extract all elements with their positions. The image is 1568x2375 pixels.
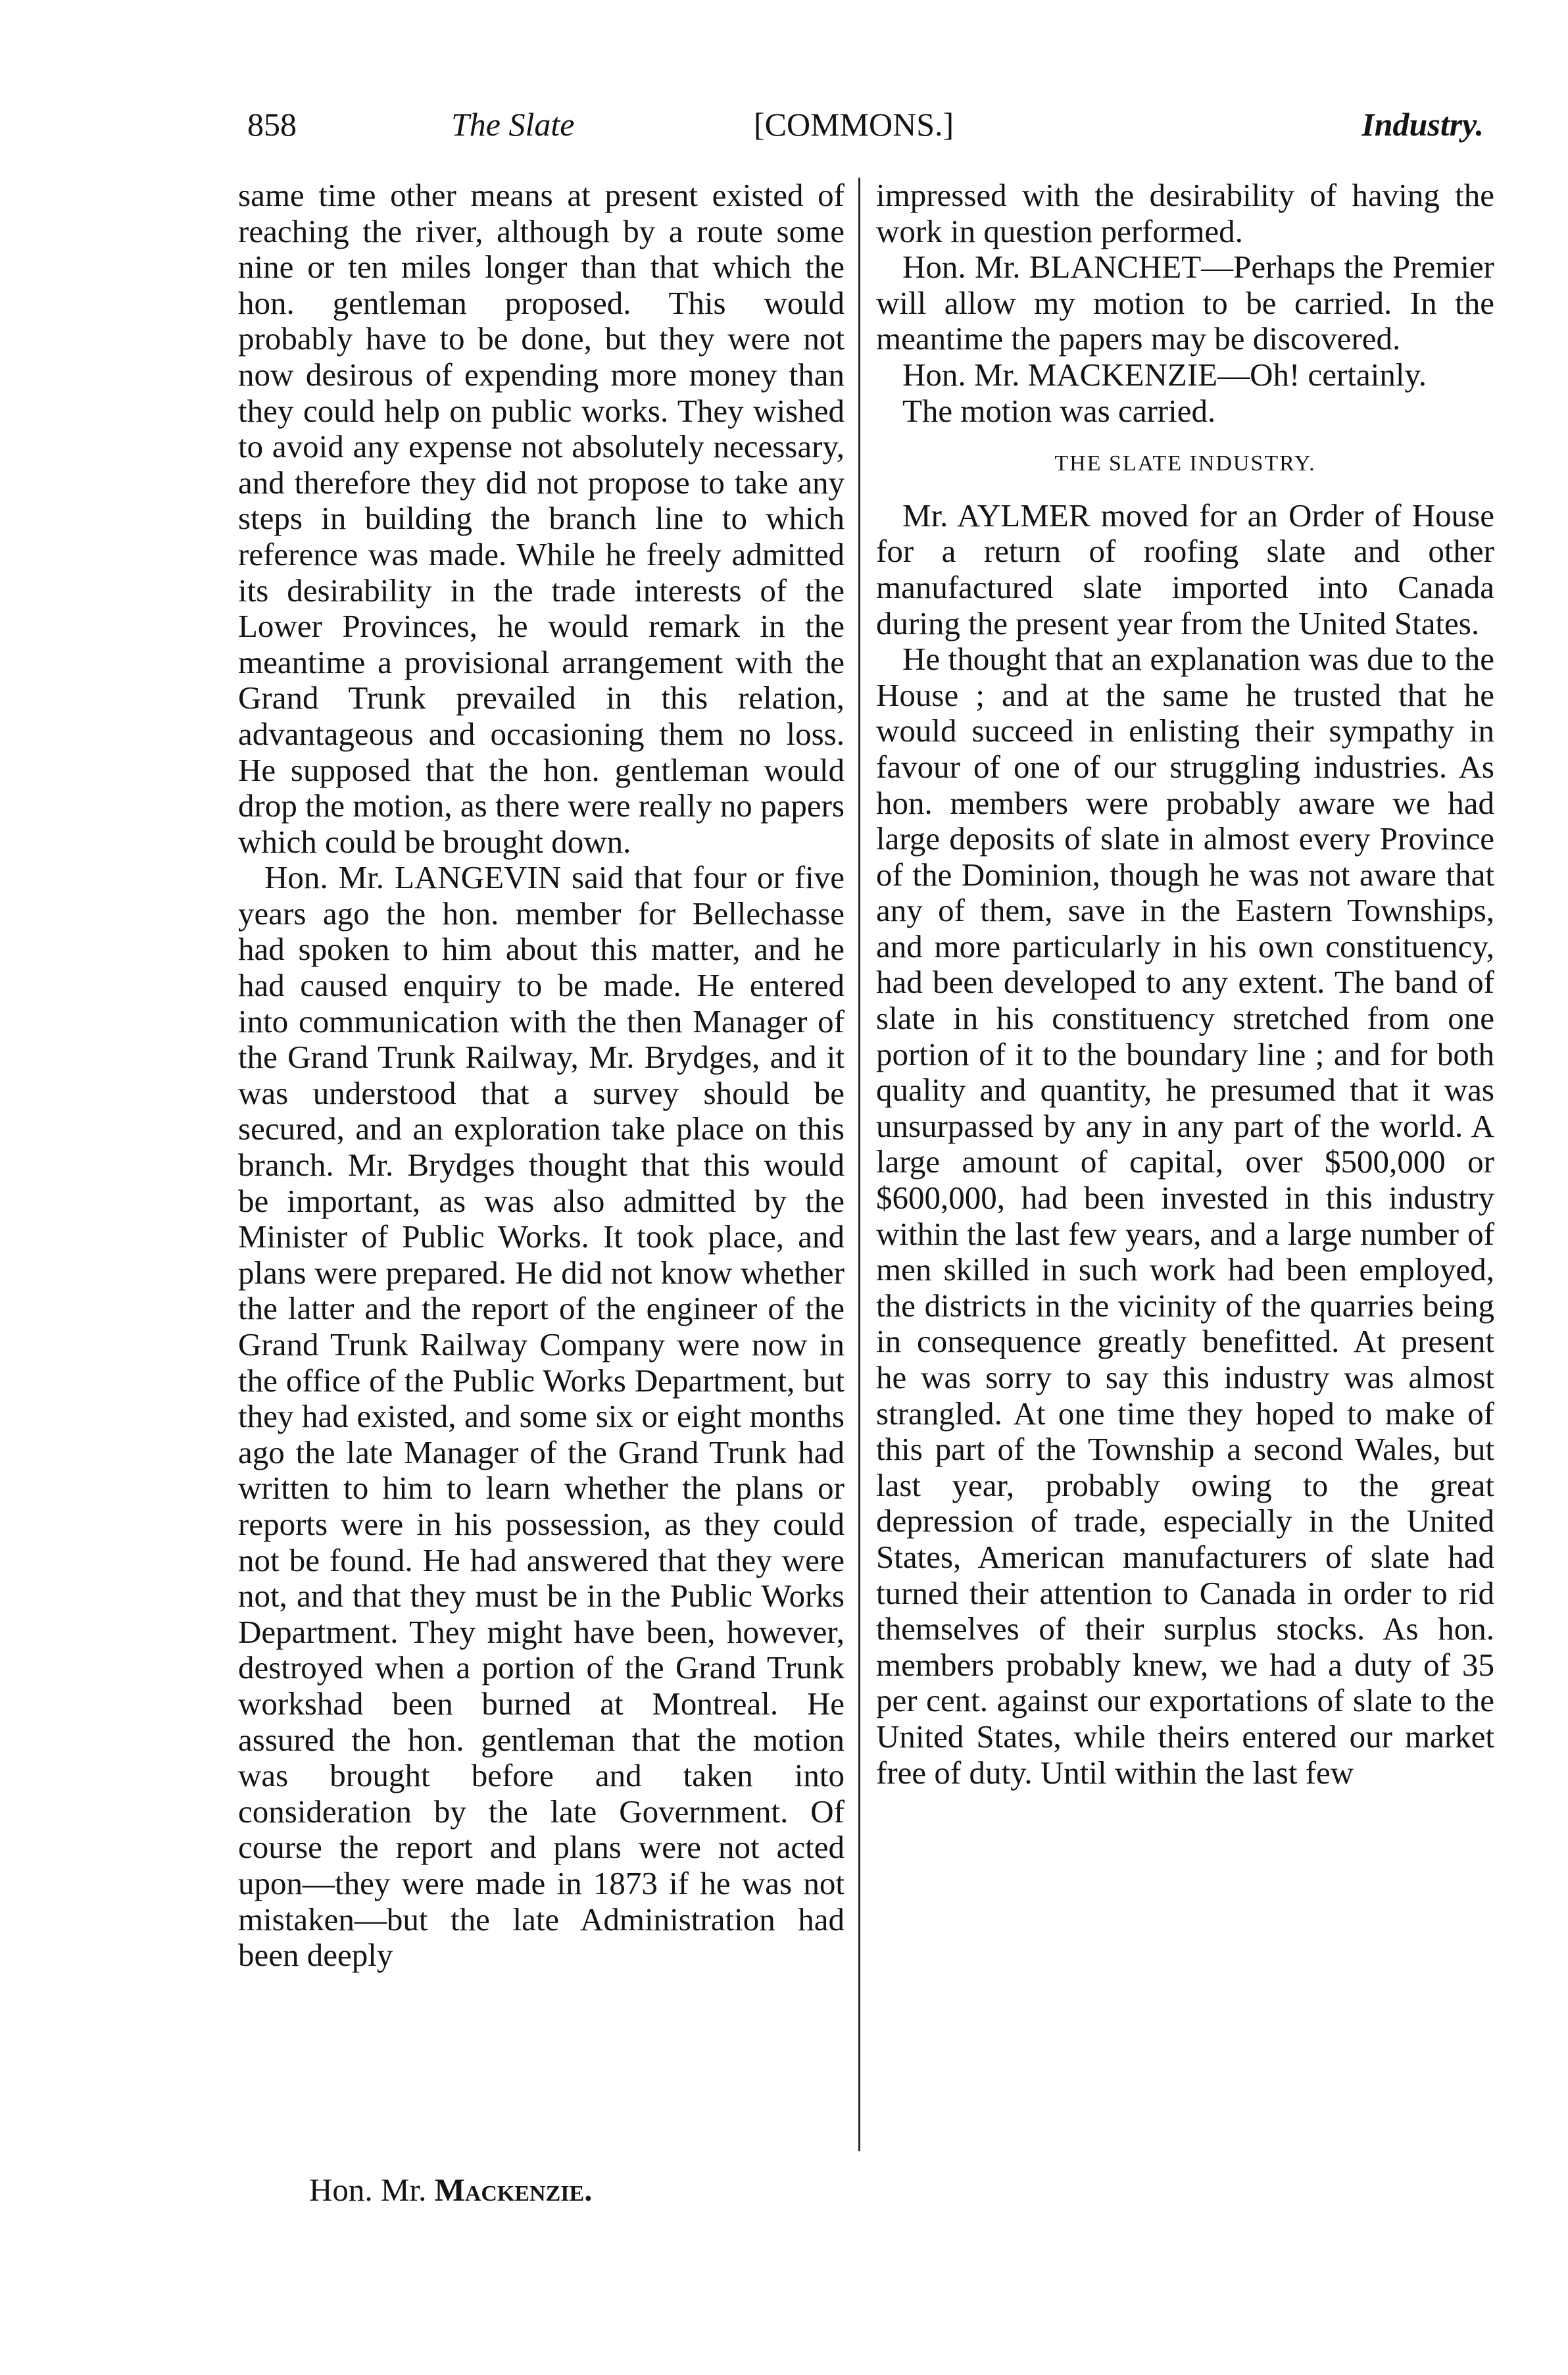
page-header xyxy=(247,105,1484,151)
paragraph: Hon. Mr. MACKENZIE—Oh! certainly. xyxy=(902,356,1427,393)
paragraph: He thought that an explanation was due to the House ; and at the same he trusted that he would succeed in enlisting their sympathy in favour of one of our struggling industries. As hon. members were probably aware we had large deposits of slate in almost every Province of the Dominion, though he was not aware that any of them, save in the Eastern Townships, and more particularly in his own constituency, had been developed to any extent. The band of slate in his constituency stretched from one portion of it to the boundary line ; and for both quality and quantity, he presumed that it was unsurpassed by any in any part of the world. A large amount of capital, over $500,000 or $600,000, had been invested in this industry within the last few years, and a large number of men skilled in such work had been employed, the districts in the vicinity of the quarries being in consequence greatly benefitted. At present he was sorry to say this industry was almost strangled. At one time they hoped to make of this part of the Township a second Wales, but last year, probably owing to the great depression of trade, especially in the United States, American manufacturers of slate had turned their attention to Canada in order to rid themselves of their surplus stocks. As hon. members probably knew, we had a duty of 35 per cent. against our exportations of slate to the United States, while theirs entered our market free of duty. Until within the last few xyxy=(876,641,1494,1791)
footer-prefix: Hon. Mr. xyxy=(309,2172,427,2208)
footer-name: Mackenzie. xyxy=(434,2172,593,2208)
left-column xyxy=(238,178,845,1974)
running-title-right: Industry. xyxy=(1361,106,1484,143)
running-title-center: [COMMONS.] xyxy=(754,106,954,143)
paragraph: impressed with the desirability of having the work in question performed. xyxy=(876,177,1494,249)
section-heading: THE SLATE INDUSTRY. xyxy=(1054,451,1316,476)
page-footer xyxy=(309,2171,592,2209)
paragraph: same time other means at present existed of reaching the river, although by a route some nine or ten miles longer than that which the hon. gentleman proposed. This would probably have to be done, but they were not now desirous of expending more money than they could help on public works. They wished to avoid any expense not absolutely necessary, and therefore they did not propose to take any steps in building the branch line to which reference was made. While he freely admitted its desirability in the trade interests of the Lower Provinces, he would remark in the meantime a provisional arrangement with the Grand Trunk prevailed in this relation, advantageous and occasioning them no loss. He supposed that the hon. gentleman would drop the motion, as there were really no papers which could be brought down. xyxy=(238,177,845,860)
paragraph: Mr. AYLMER moved for an Order of House for a return of roofing slate and other manufactured slate imported into Canada during the present year from the United States. xyxy=(876,497,1494,641)
running-title-left: The Slate xyxy=(451,106,575,143)
page-number: 858 xyxy=(247,106,297,143)
paragraph: The motion was carried. xyxy=(902,392,1216,429)
right-column xyxy=(876,178,1494,1791)
paragraph: Hon. Mr. BLANCHET—Perhaps the Premier will allow my motion to be carried. In the meantime the papers may be discovered. xyxy=(876,249,1494,357)
column-divider xyxy=(858,178,860,2151)
paragraph: Hon. Mr. LANGEVIN said that four or five years ago the hon. member for Bellechasse had spoken to him about this matter, and he had caused enquiry to be made. He entered into communication with the then Manager of the Grand Trunk Railway, Mr. Brydges, and it was understood that a survey should be secured, and an exploration take place on this branch. Mr. Brydges thought that this would be important, as was also admitted by the Minister of Public Works. It took place, and plans were prepared. He did not know whether the latter and the report of the engineer of the Grand Trunk Railway Company were now in the office of the Public Works Department, but they had existed, and some six or eight months ago the late Manager of the Grand Trunk had written to him to learn whether the plans or reports were in his possession, as they could not be found. He had answered that they were not, and that they must be in the Public Works Department. They might have been, however, destroyed when a portion of the Grand Trunk workshad been burned at Montreal. He assured the hon. gentleman that the motion was brought before and taken into consideration by the late Government. Of course the report and plans were not acted upon—they were made in 1873 if he was not mistaken—but the late Administration had been deeply xyxy=(238,859,845,1974)
